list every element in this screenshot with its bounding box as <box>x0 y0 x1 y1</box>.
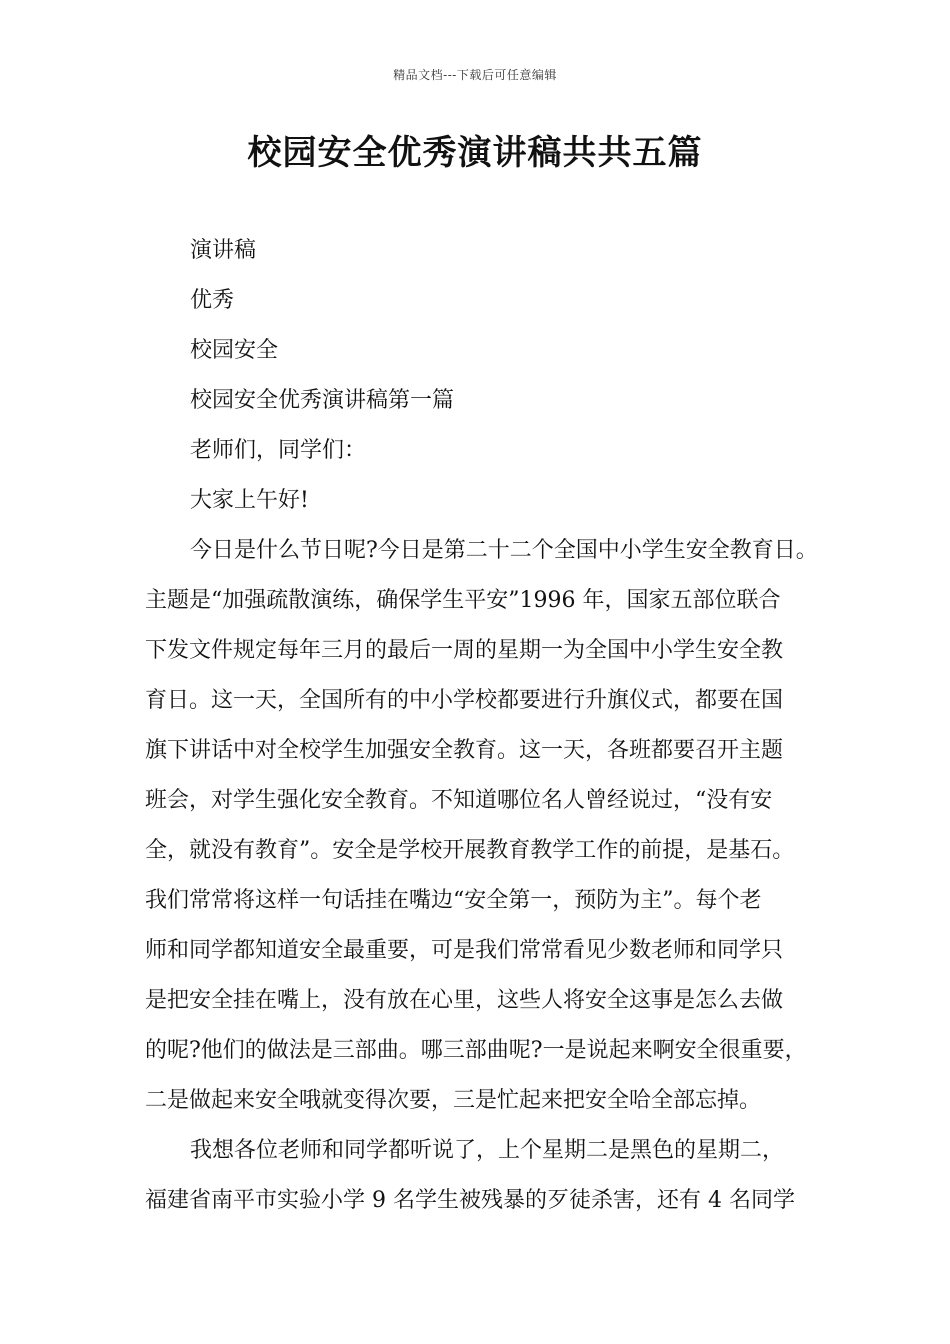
text-line: 主题是“加强疏散演练，确保学生平安”1996 年，国家五部位联合 <box>145 588 781 613</box>
text-line: 下发文件规定每年三月的最后一周的星期一为全国中小学生安全教 <box>145 638 784 663</box>
text-line: 旗下讲话中对全校学生加强安全教育。这一天，各班都要召开主题 <box>145 738 784 763</box>
text-line: 师和同学都知道安全最重要，可是我们常常看见少数老师和同学只 <box>145 938 784 963</box>
text-line: 今日是什么节日呢?今日是第二十二个全国中小学生安全教育日。 <box>190 538 818 563</box>
salutation: 老师们，同学们： <box>190 438 367 463</box>
section-heading: 校园安全优秀演讲稿第一篇 <box>190 388 455 413</box>
keyword-lines <box>190 226 850 526</box>
text-line: 的呢?他们的做法是三部曲。哪三部曲呢?一是说起来啊安全很重要， <box>145 1038 807 1063</box>
keyword-line: 演讲稿 <box>190 238 257 263</box>
paragraph-2 <box>145 1126 825 1226</box>
text-line: 班会，对学生强化安全教育。不知道哪位名人曾经说过，“没有安 <box>145 788 773 813</box>
text-line: 我想各位老师和同学都听说了，上个星期二是黑色的星期二， <box>190 1138 785 1163</box>
header-note: 精品文档---下载后可任意编辑 <box>393 68 557 82</box>
text-line: 是把安全挂在嘴上，没有放在心里，这些人将安全这事是怎么去做 <box>145 988 784 1013</box>
keyword-line: 优秀 <box>190 288 235 313</box>
text-line: 福建省南平市实验小学 9 名学生被残暴的歹徒杀害，还有 4 名同学 <box>145 1188 795 1213</box>
greeting: 大家上午好! <box>190 488 309 513</box>
text-line: 我们常常将这样一句话挂在嘴边“安全第一，预防为主”。每个老 <box>145 888 762 913</box>
text-line: 育日。这一天，全国所有的中小学校都要进行升旗仪式，都要在国 <box>145 688 784 713</box>
document-title: 校园安全优秀演讲稿共共五篇 <box>247 133 703 173</box>
keyword-line: 校园安全 <box>190 338 279 363</box>
text-line: 二是做起来安全哦就变得次要，三是忙起来把安全哈全部忘掉。 <box>145 1088 762 1113</box>
text-line: 全，就没有教育”。安全是学校开展教育教学工作的前提，是基石。 <box>145 838 795 863</box>
paragraph-1 <box>145 526 825 1126</box>
